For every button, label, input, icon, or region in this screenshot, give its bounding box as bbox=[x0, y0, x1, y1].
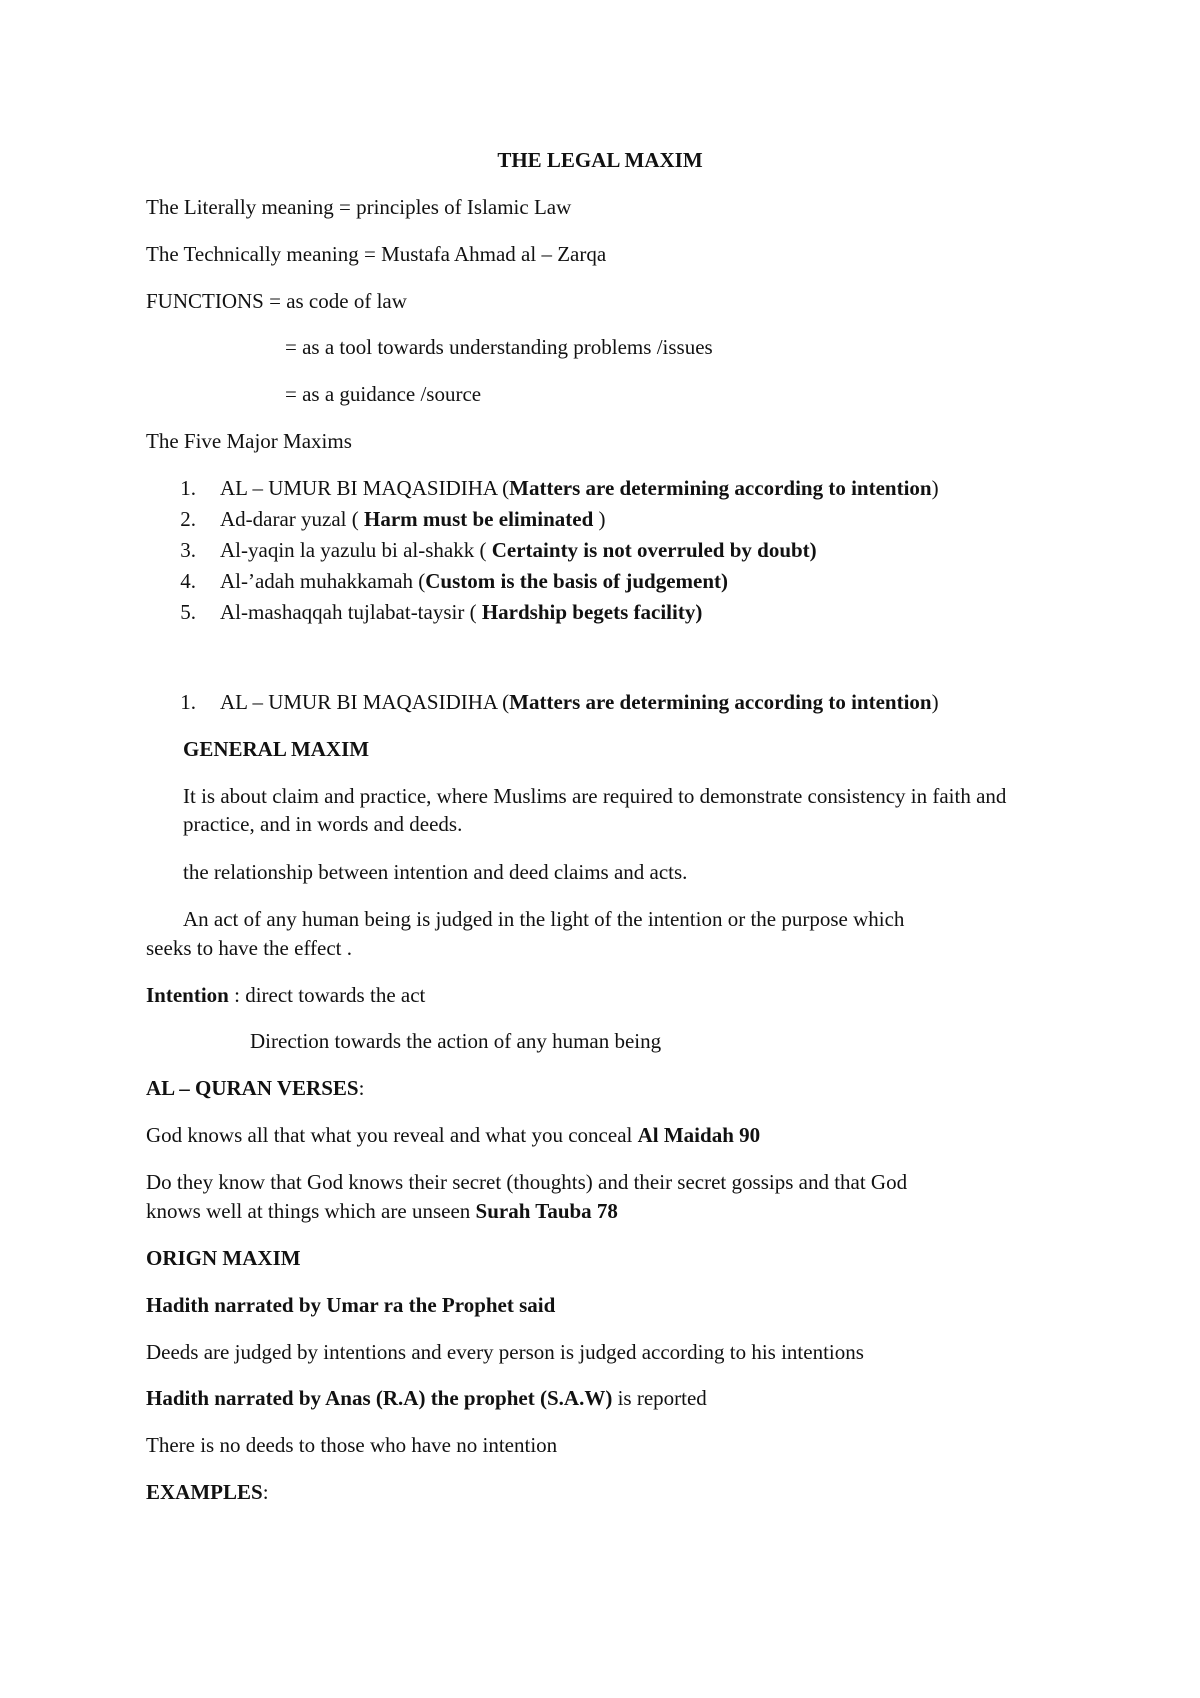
section-maxim-meaning: Matters are determining according to intention bbox=[509, 690, 932, 714]
section-1-heading bbox=[146, 688, 939, 716]
maxim-meaning: Certainty is not overruled by doubt) bbox=[491, 538, 817, 562]
hadith-1-heading: Hadith narrated by Umar ra the Prophet said bbox=[146, 1293, 556, 1317]
functions-line-2: = as a tool towards understanding problems /issues bbox=[285, 335, 713, 359]
intention-line bbox=[146, 981, 425, 1009]
maxim-name: Al-mashaqqah tujlabat-taysir ( bbox=[220, 600, 482, 624]
technical-meaning: The Technically meaning = Mustafa Ahmad al – Zarqa bbox=[146, 242, 607, 266]
relationship-paragraph: the relationship between intention and deed claims and acts. bbox=[183, 860, 688, 884]
section-maxim-name: AL – UMUR BI MAQASIDIHA ( bbox=[220, 690, 510, 714]
verse-2-text: knows well at things which are unseen bbox=[146, 1199, 476, 1223]
quran-heading-colon: : bbox=[358, 1076, 365, 1100]
general-maxim-paragraph: It is about claim and practice, where Muslims are required to demonstrate consistency in faith and practice, and in words and deeds. bbox=[183, 784, 1007, 837]
verse-2-reference: Surah Tauba 78 bbox=[475, 1199, 618, 1223]
quran-heading-label: AL – QURAN VERSES bbox=[146, 1076, 359, 1100]
quran-verses-heading bbox=[146, 1074, 364, 1102]
list-item bbox=[146, 567, 728, 595]
hadith-2-heading bbox=[146, 1384, 707, 1412]
list-number: 4. bbox=[180, 569, 196, 593]
verse-1-reference: Al Maidah 90 bbox=[637, 1123, 761, 1147]
examples-heading bbox=[146, 1478, 269, 1506]
list-number: 5. bbox=[180, 600, 196, 624]
section-number: 1. bbox=[180, 690, 196, 714]
verse-1-text: God knows all that what you reveal and what you conceal bbox=[146, 1123, 638, 1147]
verse-1 bbox=[146, 1121, 760, 1149]
list-number: 2. bbox=[180, 507, 196, 531]
maxim-name: Al-yaqin la yazulu bi al-shakk ( bbox=[220, 538, 492, 562]
maxim-name: Al-’adah muhakkamah ( bbox=[220, 569, 426, 593]
verse-2-line-1: Do they know that God knows their secret (thoughts) and their secret gossips and that God bbox=[146, 1170, 908, 1194]
origin-maxim-heading: ORIGN MAXIM bbox=[146, 1246, 301, 1270]
hadith-2-text: There is no deeds to those who have no intention bbox=[146, 1433, 558, 1457]
list-item bbox=[146, 505, 606, 533]
maxim-close: ) bbox=[931, 476, 939, 500]
intention-label: Intention bbox=[146, 983, 229, 1007]
maxim-meaning: Harm must be eliminated bbox=[364, 507, 594, 531]
act-paragraph-line-1: An act of any human being is judged in the light of the intention or the purpose which bbox=[183, 907, 905, 931]
list-number: 1. bbox=[180, 476, 196, 500]
list-item bbox=[146, 598, 702, 626]
maxim-meaning: Custom is the basis of judgement) bbox=[425, 569, 729, 593]
maxim-meaning: Matters are determining according to intention bbox=[509, 476, 932, 500]
list-number: 3. bbox=[180, 538, 196, 562]
examples-label: EXAMPLES bbox=[146, 1480, 263, 1504]
verse-2-line-2 bbox=[146, 1197, 618, 1225]
general-maxim-heading: GENERAL MAXIM bbox=[183, 737, 370, 761]
direction-line: Direction towards the action of any human being bbox=[250, 1029, 662, 1053]
functions-line-1: FUNCTIONS = as code of law bbox=[146, 289, 407, 313]
hadith-2-heading-label: Hadith narrated by Anas (R.A) the prophet (S.A.W) bbox=[146, 1386, 613, 1410]
literal-meaning: The Literally meaning = principles of Islamic Law bbox=[146, 195, 572, 219]
maxim-close: ) bbox=[593, 507, 606, 531]
act-paragraph-line-2: seeks to have the effect . bbox=[146, 936, 353, 960]
five-maxims-heading: The Five Major Maxims bbox=[146, 429, 352, 453]
intention-text: : direct towards the act bbox=[228, 983, 426, 1007]
hadith-1-text: Deeds are judged by intentions and every person is judged according to his intentions bbox=[146, 1340, 864, 1364]
hadith-2-heading-post: is reported bbox=[612, 1386, 707, 1410]
section-maxim-close: ) bbox=[931, 690, 939, 714]
page-title: THE LEGAL MAXIM bbox=[497, 148, 703, 172]
list-item bbox=[146, 536, 817, 564]
maxim-name: AL – UMUR BI MAQASIDIHA ( bbox=[220, 476, 510, 500]
examples-colon: : bbox=[262, 1480, 269, 1504]
maxim-name: Ad-darar yuzal ( bbox=[220, 507, 365, 531]
maxim-meaning: Hardship begets facility) bbox=[481, 600, 703, 624]
functions-line-3: = as a guidance /source bbox=[285, 382, 482, 406]
list-item bbox=[146, 474, 939, 502]
